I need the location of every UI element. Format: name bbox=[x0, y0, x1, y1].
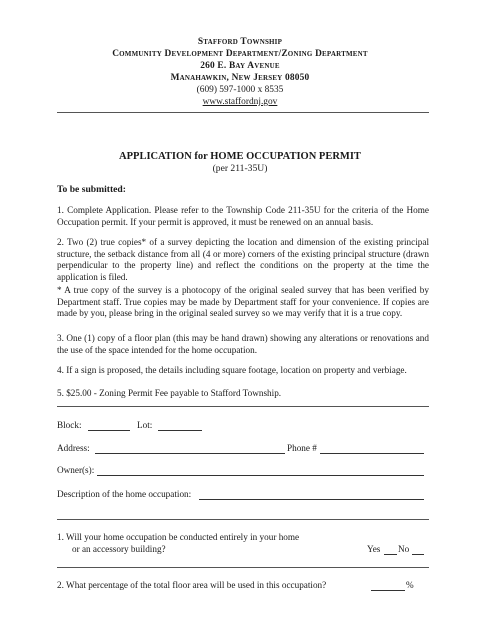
yes-label: Yes bbox=[367, 544, 381, 554]
street-address: 260 E. Bay Avenue bbox=[200, 61, 280, 71]
lot-field[interactable] bbox=[158, 430, 202, 431]
township-name: Stafford Township bbox=[197, 37, 283, 47]
percent-sign: % bbox=[406, 580, 414, 590]
department-name: Community Development Department/Zoning Department bbox=[112, 49, 368, 59]
question-1-line-1: 1. Will your home occupation be conducted entirely in your home bbox=[57, 532, 300, 542]
requirement-item-4: 4. If a sign is proposed, the details including square footage, location on property and verbiage. bbox=[57, 365, 407, 375]
description-field[interactable] bbox=[199, 499, 424, 500]
requirement-item-1: 1. Complete Application. Please refer to the Township Code 211-35U for the criteria of the Home Occupation permit. If your permit is approved, it must be renewed on an annual basis. bbox=[57, 205, 429, 227]
address-field[interactable] bbox=[95, 453, 285, 454]
website-link[interactable]: www.staffordnj.gov bbox=[202, 97, 278, 107]
percentage-field[interactable] bbox=[371, 590, 405, 591]
block-field[interactable] bbox=[88, 430, 130, 431]
phone-number: (609) 597-1000 x 8535 bbox=[196, 85, 284, 95]
submit-heading: To be submitted: bbox=[57, 184, 126, 195]
requirement-item-2: 2. Two (2) true copies* of a survey depicting the location and dimension of the existing principal structure, the setback distance from all (4 or more) corners of the existing principal structure (drawn perpendicular to the property line) and reflect the conditions on the property at the time the application is filed. bbox=[57, 237, 429, 282]
requirement-item-3: 3. One (1) copy of a floor plan (this may be hand drawn) showing any alterations or renovations and the use of the space intended for the home occupation. bbox=[57, 333, 429, 355]
phone-field[interactable] bbox=[320, 453, 424, 454]
form-subtitle: (per 211-35U) bbox=[212, 163, 268, 174]
no-field[interactable] bbox=[412, 554, 424, 555]
no-label: No bbox=[398, 544, 410, 554]
address-label: Address: bbox=[57, 443, 90, 453]
description-divider bbox=[57, 519, 429, 520]
yes-field[interactable] bbox=[384, 554, 397, 555]
true-copy-note: * A true copy of the survey is a photocopy of the original sealed survey that has been verified by Department staff. True copies may be made by Department staff for your convenience. If copies are made by you, please bring in the original sealed survey so we may verify that it is a true copy. bbox=[57, 285, 429, 319]
description-label: Description of the home occupation: bbox=[57, 489, 192, 499]
city-state-zip: Manahawkin, New Jersey 08050 bbox=[170, 73, 310, 83]
owners-field[interactable] bbox=[97, 475, 424, 476]
question-1-line-2: or an accessory building? bbox=[72, 544, 166, 554]
block-label: Block: bbox=[57, 420, 82, 430]
owners-label: Owner(s): bbox=[57, 465, 95, 475]
lot-label: Lot: bbox=[137, 420, 153, 430]
question-2: 2. What percentage of the total floor area will be used in this occupation? bbox=[57, 580, 327, 590]
form-title: APPLICATION for HOME OCCUPATION PERMIT bbox=[119, 151, 361, 162]
header-divider bbox=[57, 112, 429, 113]
items-divider bbox=[57, 406, 429, 407]
requirement-item-5: 5. $25.00 - Zoning Permit Fee payable to Stafford Township. bbox=[57, 388, 282, 398]
question-divider bbox=[57, 567, 429, 568]
phone-label: Phone # bbox=[287, 443, 317, 453]
